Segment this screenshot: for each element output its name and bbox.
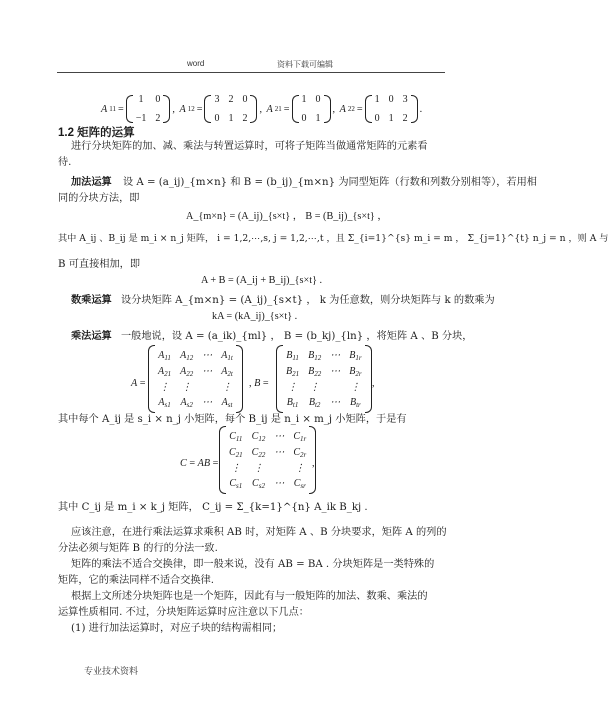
matrix-cell: ⋮ bbox=[350, 381, 361, 393]
matrix-cell: ⋮ bbox=[287, 381, 298, 393]
document-page: word 资料下载可编辑 A 11 = 1 0 −1 2 , A 12 = 3 2 0 0 1 2 , A 21 = 1 0 0 1 , A 22 = 1 0 3 0 1 2 . 1.2 矩阵的运算 进行分块矩阵的加、减、乘法与转置运算时，可将子矩阵当做通常矩阵的元素看 待. 加法运算 设 A = (a_ij)_{m×n} 和 B = (b_ij)_{m×n} 为同型矩阵（行数和列数分别相等），若用相 同的分块方法，即 A_{m×n} = (A_ij)_{s×t} ， B = (B_ij)_{s×t} ， 其中 A_ij 、B_ij 是 m_i × n_j 矩阵， i = 1,2,⋯,s, j = 1,2,⋯,t ，且 Σ_{i=1}^{s} m_i = m ， Σ_{j=1}^{t} n_j = n ，则 A 与 B 可直接相加，即 A + B = (A_ij + B_ij)_{s×t} . 数乘运算 设分块矩阵 A_{m×n} = (A_ij)_{s×t} ， k 为任意数，则分块矩阵与 k 的数乘为 kA = (kA_ij)_{s×t} . 乘法运算 一般地说，设 A = (a_ik)_{ml} ， B = (b_kj)_{ln} ，将矩阵 A 、B 分块， A = $A_{11}$ $A_{12}$ ⋯ $A_{1t}$ $A_{21}$ $A_{22}$ ⋯ $A_{2t}$ ⋮ ⋮ ⋮ $A_{s1}$ $A_{s2}$ ⋯ $A_{st}$ , B = $B_{11}$ $B_{12}$ ⋯ $B_{1r}$ $B_{21}$ $B_{22}$ ⋯ $B_{2r}$ ⋮ ⋮ ⋮ $B_{t1}$ $B_{t2}$ ⋯ $B_{tr}$ , 其中每个 A_ij 是 s_i × n_j 小矩阵，每个 B_ij 是 n_i × m_j 小矩阵，于是有 C = AB = $C_{11}$ $C_{12}$ ⋯ $C_{1r}$ $C_{21}$ $C_{22}$ ⋯ $C_{2r}$ ⋮ ⋮ ⋮ $C_{s1}$ $C_{s2}$ ⋯ $C_{sr}$ , 其中 C_ij 是 m_i × k_j 矩阵， C_ij = Σ_{k=1}^{n} A_ik B_kj . 应该注意，在进行乘法运算求乘积 AB 时，对矩阵 A 、B 分块要求，矩阵 A 的列的 分法必须与矩阵 B 的行的分法一致. 矩阵的乘法不适合交换律，即一般来说，没有 AB = BA . 分块矩阵是一类特殊的 矩阵，它的乘法同样不适合交换律. 根据上文所述分块矩阵也是一个矩阵，因此有与一般矩阵的加法、数乘、乘法的 运算性质相同. 不过，分块矩阵运算时应注意以下几点： (1) 进行加法运算时，对应子块的结构需相同； 专业技术资料 bbox=[58, 59, 609, 676]
matrix-cell: $C_{11}$ bbox=[229, 430, 243, 443]
matrix-cell: ⋮ bbox=[159, 381, 170, 393]
matrix-cell: $A_{st}$ bbox=[221, 396, 233, 409]
matrix-cell: $A_{1t}$ bbox=[221, 349, 233, 362]
scalar-line-1: 设分块矩阵 A_{m×n} = (A_ij)_{s×t} ， k 为任意数，则分块矩阵与 k 的数乘为 bbox=[121, 295, 495, 306]
matrix-cell: $A_{21}$ bbox=[158, 365, 172, 378]
matrix-cell: $B_{21}$ bbox=[286, 365, 300, 378]
matrix-cell: $C_{21}$ bbox=[229, 446, 243, 459]
matrix-cell: $B_{2r}$ bbox=[349, 365, 362, 378]
matrix-cell: ⋮ bbox=[309, 381, 320, 393]
note-line-4: 矩阵，它的乘法同样不适合交换律. bbox=[58, 575, 215, 586]
scalar-label: 数乘运算 bbox=[71, 294, 112, 306]
matrix-cell: $B_{11}$ bbox=[286, 349, 299, 362]
matrix-cell: ⋯ bbox=[274, 477, 285, 489]
mult-label: 乘法运算 bbox=[71, 330, 112, 342]
matrix-cell: 2 bbox=[228, 94, 234, 105]
matrix-cell: 0 bbox=[155, 94, 161, 105]
matrix-cell: 0 bbox=[374, 113, 380, 124]
header-left: word bbox=[187, 59, 205, 68]
matrix-cell: ⋮ bbox=[294, 462, 305, 474]
matrix-cell bbox=[202, 382, 212, 393]
section-title: 1.2 矩阵的运算 bbox=[58, 127, 135, 139]
matrix-A22 bbox=[365, 92, 418, 126]
add-paragraph bbox=[71, 175, 537, 190]
matrix-cell: ⋯ bbox=[330, 396, 341, 408]
matrix-cell: 0 bbox=[214, 113, 220, 124]
note-line-3: 矩阵的乘法不适合交换律，即一般来说，没有 AB = BA . 分块矩阵是一类特殊的 bbox=[71, 559, 435, 570]
matrix-A-blocks bbox=[148, 345, 243, 413]
matrix-cell: ⋯ bbox=[202, 349, 213, 361]
matrix-cell: $B_{22}$ bbox=[308, 365, 322, 378]
matrix-cell: ⋯ bbox=[330, 349, 341, 361]
add-label: 加法运算 bbox=[71, 176, 112, 188]
add-result: A + B = (A_ij + B_ij)_{s×t} . bbox=[201, 275, 323, 286]
matrix-cell: $C_{s2}$ bbox=[252, 477, 265, 490]
matrix-cell: ⋯ bbox=[202, 365, 213, 377]
matrix-cell: $A_{s1}$ bbox=[158, 396, 171, 409]
matrix-cell: −1 bbox=[135, 113, 147, 124]
matrix-cell: $B_{t2}$ bbox=[308, 396, 321, 409]
matrix-cell: 0 bbox=[301, 113, 307, 124]
matrix-cell: ⋮ bbox=[181, 381, 192, 393]
matrix-cell: ⋯ bbox=[274, 430, 285, 442]
matrix-cell: $C_{1r}$ bbox=[293, 430, 307, 443]
matrix-cell: $B_{1r}$ bbox=[349, 349, 362, 362]
matrix-cell: 1 bbox=[138, 94, 144, 105]
top-matrices-row: A 11 = 1 0 −1 2 , A 12 = 3 2 0 0 1 2 , A 21 = 1 0 0 1 , A 22 = 1 0 3 0 1 2 . bbox=[101, 94, 423, 124]
note-line-6: 运算性质相同. 不过，分块矩阵运算时应注意以下几点： bbox=[58, 607, 309, 618]
note-line-7: (1) 进行加法运算时，对应子块的结构需相同； bbox=[71, 623, 283, 634]
matrix-cell: $C_{12}$ bbox=[251, 430, 266, 443]
matrix-cell: 0 bbox=[242, 94, 248, 105]
matrix-B-blocks bbox=[276, 345, 372, 413]
matrix-cell: $C_{2r}$ bbox=[293, 446, 307, 459]
footer-text: 专业技术资料 bbox=[84, 666, 139, 676]
note-line-2: 分法必须与矩阵 B 的行的分法一致. bbox=[58, 543, 218, 554]
matrix-C-blocks bbox=[219, 426, 316, 494]
matrix-cell: $B_{t1}$ bbox=[286, 396, 299, 409]
matrix-cell: ⋮ bbox=[230, 462, 241, 474]
intro-line-1: 进行分块矩阵的加、减、乘法与转置运算时，可将子矩阵当做通常矩阵的元素看 bbox=[71, 141, 428, 152]
add-line-3: 其中 A_ij 、B_ij 是 m_i × n_j 矩阵， i = 1,2,⋯,s, j = 1,2,⋯,t ，且 Σ_{i=1}^{s} m_i = m ， Σ_{j=1}^{t} n_j = n ，则 A 与 bbox=[58, 233, 609, 244]
note-line-1: 应该注意，在进行乘法运算求乘积 AB 时，对矩阵 A 、B 分块要求，矩阵 A 的列的 bbox=[71, 527, 447, 538]
matrix-cell: ⋯ bbox=[274, 446, 285, 458]
matrix-cell: 1 bbox=[388, 113, 394, 124]
matrix-A11 bbox=[126, 92, 171, 126]
matrix-cell: 0 bbox=[388, 94, 394, 105]
matrix-cell: ⋯ bbox=[202, 396, 213, 408]
matrix-cell: $C_{s1}$ bbox=[229, 477, 243, 490]
matrix-cell bbox=[274, 463, 284, 474]
matrix-cell: 3 bbox=[214, 94, 220, 105]
matrix-cell: 1 bbox=[315, 113, 321, 124]
matrix-cell: 1 bbox=[301, 94, 307, 105]
matrix-cell: $A_{22}$ bbox=[180, 365, 194, 378]
matrix-cell: 2 bbox=[242, 113, 248, 124]
add-line-2: 同的分块方法，即 bbox=[58, 193, 140, 204]
scalar-paragraph bbox=[71, 293, 495, 308]
matrix-cell: $C_{22}$ bbox=[251, 446, 266, 459]
matrix-cell: $A_{11}$ bbox=[158, 349, 171, 362]
matrix-A21 bbox=[292, 92, 331, 126]
note-line-5: 根据上文所述分块矩阵也是一个矩阵，因此有与一般矩阵的加法、数乘、乘法的 bbox=[71, 591, 428, 602]
matrix-A12 bbox=[204, 92, 257, 126]
matrix-cell: 2 bbox=[402, 113, 408, 124]
matrix-cell: ⋯ bbox=[330, 365, 341, 377]
matrix-cell: $A_{s2}$ bbox=[180, 396, 193, 409]
matrix-cell: $A_{12}$ bbox=[180, 349, 194, 362]
matrix-cell: $A_{2t}$ bbox=[221, 365, 233, 378]
mult-line-2: 其中每个 A_ij 是 s_i × n_j 小矩阵，每个 B_ij 是 n_i × m_j 小矩阵，于是有 bbox=[58, 414, 407, 425]
matrix-cell: $C_{sr}$ bbox=[293, 477, 306, 490]
matrix-cell: ⋮ bbox=[253, 462, 264, 474]
matrix-cell: ⋮ bbox=[222, 381, 232, 393]
scalar-result: kA = (kA_ij)_{s×t} . bbox=[212, 311, 298, 322]
header-right: 资料下载可编辑 bbox=[277, 60, 333, 69]
header-rule bbox=[57, 72, 445, 73]
matrix-cell bbox=[330, 382, 340, 393]
matrix-cell: 0 bbox=[315, 94, 321, 105]
matrix-cell: $B_{tr}$ bbox=[350, 396, 361, 409]
matrix-cell: 2 bbox=[155, 113, 161, 124]
add-line-1: 设 A = (a_ij)_{m×n} 和 B = (b_ij)_{m×n} 为同型矩阵（行数和列数分别相等），若用相 bbox=[123, 177, 537, 188]
matrix-cell: 3 bbox=[402, 94, 408, 105]
intro-line-2: 待. bbox=[58, 157, 72, 168]
matrix-cell: 1 bbox=[374, 94, 380, 105]
matrix-cell: 1 bbox=[228, 113, 234, 124]
mult-line-1: 一般地说，设 A = (a_ik)_{ml} ， B = (b_kj)_{ln} ，将矩阵 A 、B 分块， bbox=[121, 331, 473, 342]
matrix-cell: $B_{12}$ bbox=[308, 349, 322, 362]
mult-paragraph bbox=[71, 329, 473, 344]
mult-line-3: 其中 C_ij 是 m_i × k_j 矩阵， C_ij = Σ_{k=1}^{n} A_ik B_kj . bbox=[58, 502, 368, 513]
add-line-4: B 可直接相加，即 bbox=[58, 259, 141, 270]
add-formula: A_{m×n} = (A_ij)_{s×t} ， B = (B_ij)_{s×t} ， bbox=[186, 211, 388, 222]
